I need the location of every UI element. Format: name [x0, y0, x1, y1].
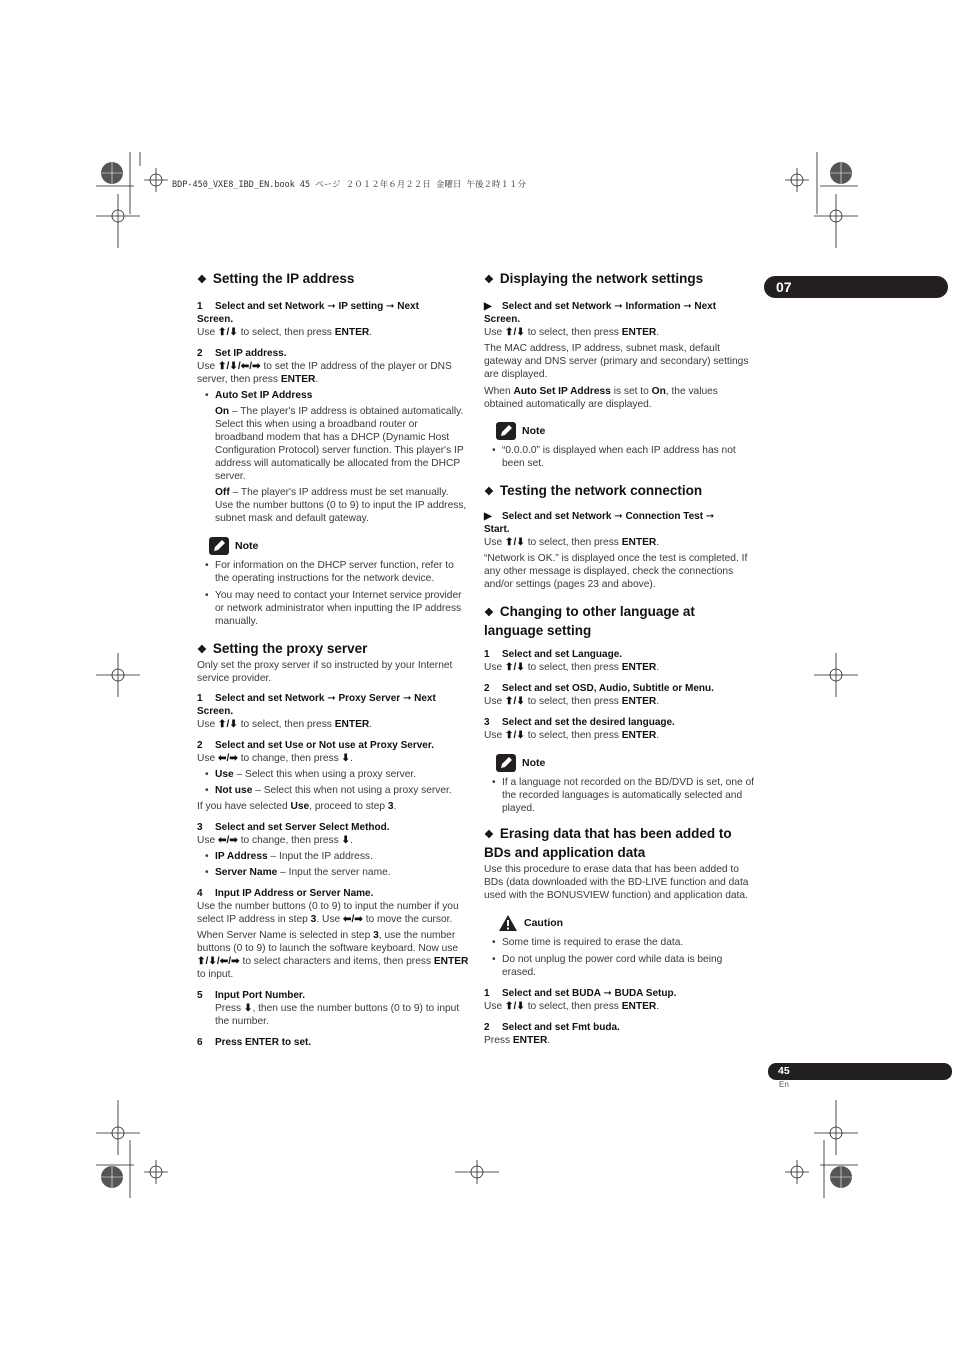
proxy-step-2-after: If you have selected Use, proceed to step 3.: [197, 801, 397, 812]
auto-ip-on: On – The player's IP address is obtained automatically. Select this when using a broadband router or broadband modem that has a DHCP (Dynamic Host Configuration Protocol) server function. This player's IP address will automatically be allocated from the DHCP server.: [215, 406, 464, 482]
lang-note-header: Note: [496, 754, 756, 772]
erase-step-2: 2 Select and set Fmt buda.: [484, 1022, 620, 1033]
ip-step-2-text: Use ⬆/⬇/⬅/➡ to set the IP address of the player or DNS server, then press ENTER.: [197, 361, 452, 385]
display-p1: The MAC address, IP address, subnet mask, default gateway and DNS server (primary and secondary) settings are displayed.: [484, 343, 749, 380]
section-title-test: ❖ Testing the network connection: [484, 483, 703, 498]
proxy-step-2: 2 Select and set Use or Not use at Proxy Server.: [197, 740, 434, 751]
proxy-step-4: 4 Input IP Address or Server Name.: [197, 888, 374, 899]
ip-step-1: 1 Select and set Network ➞ IP setting ➞ Next Screen.: [197, 301, 419, 325]
lang-step-3: 3 Select and set the desired language.: [484, 717, 675, 728]
proxy-notuse-bullet: • Not use – Select this when not using a proxy server.: [205, 785, 452, 796]
ip-note-item: • For information on the DHCP server function, refer to the operating instructions for the network device.: [205, 560, 454, 584]
auto-ip-bullet: • Auto Set IP Address: [205, 390, 313, 401]
proxy-step-2-text: Use ⬅/➡ to change, then press ⬇.: [197, 753, 353, 764]
note-pencil-icon: [496, 754, 516, 772]
left-column: [197, 270, 469, 1049]
proxy-ipaddress-bullet: • IP Address – Input the IP address.: [205, 851, 373, 862]
section-title-display: ❖ Displaying the network settings: [484, 271, 704, 286]
warning-icon: [498, 914, 518, 932]
display-step: ▶ Select and set Network ➞ Information ➞ Next Screen.: [484, 301, 717, 325]
proxy-step-4-text-1: Use the number buttons (0 to 9) to input the number if you select IP address in step 3. Use ⬅/➡ to move the cursor.: [197, 901, 459, 925]
ip-note-item: • You may need to contact your Internet service provider or network administrator when inputting the IP address manually.: [205, 590, 462, 627]
section-title-ip: ❖ Setting the IP address: [197, 271, 355, 286]
proxy-step-5-text: Press ⬇, then use the number buttons (0 to 9) to input the number.: [215, 1003, 460, 1027]
lang-step-2: 2 Select and set OSD, Audio, Subtitle or Menu.: [484, 683, 714, 694]
erase-intro: Use this procedure to erase data that has been added to BDs (data downloaded with the BD-LIVE function and data used with the BONUSVIEW function) and application data.: [484, 864, 749, 901]
proxy-step-1: 1 Select and set Network ➞ Proxy Server ➞ Next Screen.: [197, 693, 436, 717]
section-title-proxy: ❖ Setting the proxy server: [197, 641, 368, 656]
lang-note-item: • If a language not recorded on the BD/DVD is set, one of the recorded languages is automatically selected and played.: [492, 777, 755, 814]
section-title-language: ❖ Changing to other language at language setting: [484, 604, 695, 638]
erase-caution-item: • Some time is required to erase the data.: [492, 937, 684, 948]
proxy-step-4-text-2: When Server Name is selected in step 3, use the number buttons (0 to 9) to launch the software keyboard. Now use ⬆/⬇/⬅/➡ to select characters and items, then press ENTER to input.: [197, 930, 469, 980]
test-step-text: Use ⬆/⬇ to select, then press ENTER.: [484, 537, 660, 548]
display-step-text: Use ⬆/⬇ to select, then press ENTER.: [484, 327, 660, 338]
lang-step-1-text: Use ⬆/⬇ to select, then press ENTER.: [484, 662, 660, 673]
ip-note-header: Note: [209, 537, 469, 555]
proxy-step-5: 5 Input Port Number.: [197, 990, 305, 1001]
lang-step-3-text: Use ⬆/⬇ to select, then press ENTER.: [484, 730, 660, 741]
proxy-step-6: 6 Press ENTER to set.: [197, 1037, 312, 1048]
proxy-intro: Only set the proxy server if so instructed by your Internet service provider.: [197, 660, 453, 684]
erase-caution-header: Caution: [498, 914, 756, 932]
right-column: [484, 270, 756, 1047]
display-note-header: Note: [496, 422, 756, 440]
note-pencil-icon: [209, 537, 229, 555]
print-file-header: BDP-450_VXE8_IBD_EN.book 45 ページ ２０１２年６月２２日 金曜日 午後２時１１分: [172, 180, 526, 190]
test-p1: “Network is OK.” is displayed once the test is completed. If any other message is displayed, check the connections and/or settings (pages 23 and above).: [484, 553, 748, 590]
display-p2: When Auto Set IP Address is set to On, the values obtained automatically are displayed.: [484, 386, 718, 410]
erase-step-1: 1 Select and set BUDA ➞ BUDA Setup.: [484, 988, 677, 999]
erase-step-2-text: Press ENTER.: [484, 1035, 551, 1046]
proxy-step-1-text: Use ⬆/⬇ to select, then press ENTER.: [197, 719, 373, 730]
proxy-use-bullet: • Use – Select this when using a proxy server.: [205, 769, 417, 780]
erase-caution-item: • Do not unplug the power cord while data is being erased.: [492, 954, 723, 978]
ip-step-2: 2 Set IP address.: [197, 348, 287, 359]
display-note-item: • “0.0.0.0” is displayed when each IP address has not been set.: [492, 445, 736, 469]
chapter-tab: 07: [764, 276, 948, 298]
test-step: ▶ Select and set Network ➞ Connection Test ➞ Start.: [484, 511, 715, 535]
section-title-erase: ❖ Erasing data that has been added to BDs and application data: [484, 826, 732, 860]
lang-step-2-text: Use ⬆/⬇ to select, then press ENTER.: [484, 696, 660, 707]
proxy-step-3-text: Use ⬅/➡ to change, then press ⬇.: [197, 835, 353, 846]
erase-step-1-text: Use ⬆/⬇ to select, then press ENTER.: [484, 1001, 660, 1012]
auto-ip-off: Off – The player's IP address must be set manually. Use the number buttons (0 to 9) to input the IP address, subnet mask and default gateway.: [215, 487, 467, 524]
proxy-step-3: 3 Select and set Server Select Method.: [197, 822, 390, 833]
proxy-servername-bullet: • Server Name – Input the server name.: [205, 867, 391, 878]
page-language: En: [779, 1080, 789, 1089]
note-pencil-icon: [496, 422, 516, 440]
ip-step-1-text: Use ⬆/⬇ to select, then press ENTER.: [197, 327, 373, 338]
lang-step-1: 1 Select and set Language.: [484, 649, 623, 660]
page-number: 45: [768, 1063, 952, 1080]
